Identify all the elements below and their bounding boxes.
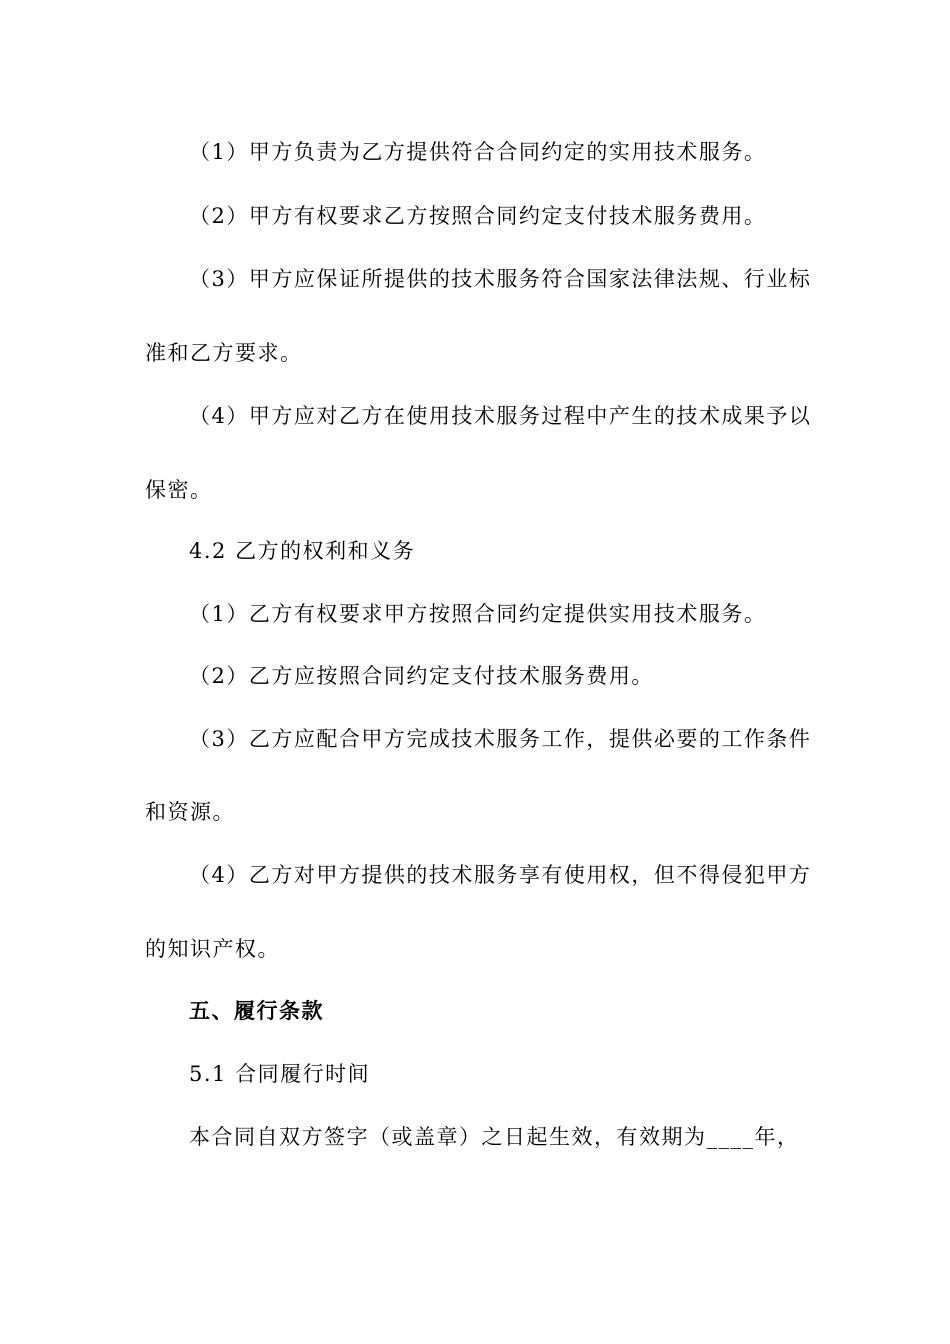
clause-party-b-2: （2）乙方应按照合同约定支付技术服务费用。 <box>189 664 654 688</box>
clause-party-a-1: （1）甲方负责为乙方提供符合合同约定的实用技术服务。 <box>189 140 767 164</box>
clause-party-a-2: （2）甲方有权要求乙方按照合同约定支付技术服务费用。 <box>189 204 767 228</box>
clause-5-1-text: 本合同自双方签字（或盖章）之日起生效，有效期为____年， <box>189 1125 800 1149</box>
clause-party-a-4: （4）甲方应对乙方在使用技术服务过程中产生的技术成果予以 <box>189 404 812 428</box>
clause-party-b-3-continued: 和资源。 <box>145 800 235 824</box>
clause-party-b-1: （1）乙方有权要求甲方按照合同约定提供实用技术服务。 <box>189 602 767 626</box>
clause-party-a-3-continued: 准和乙方要求。 <box>145 341 303 365</box>
section-heading-4-2: 4.2 乙方的权利和义务 <box>189 539 416 563</box>
clause-party-b-4: （4）乙方对甲方提供的技术服务享有使用权，但不得侵犯甲方 <box>189 863 812 887</box>
clause-party-b-4-continued: 的知识产权。 <box>145 937 280 961</box>
chapter-heading-5: 五、履行条款 <box>189 998 324 1023</box>
clause-party-a-4-continued: 保密。 <box>145 478 213 502</box>
clause-party-b-3: （3）乙方应配合甲方完成技术服务工作，提供必要的工作条件 <box>189 727 812 751</box>
clause-party-a-3: （3）甲方应保证所提供的技术服务符合国家法律法规、行业标 <box>189 267 812 291</box>
section-heading-5-1: 5.1 合同履行时间 <box>189 1062 371 1086</box>
